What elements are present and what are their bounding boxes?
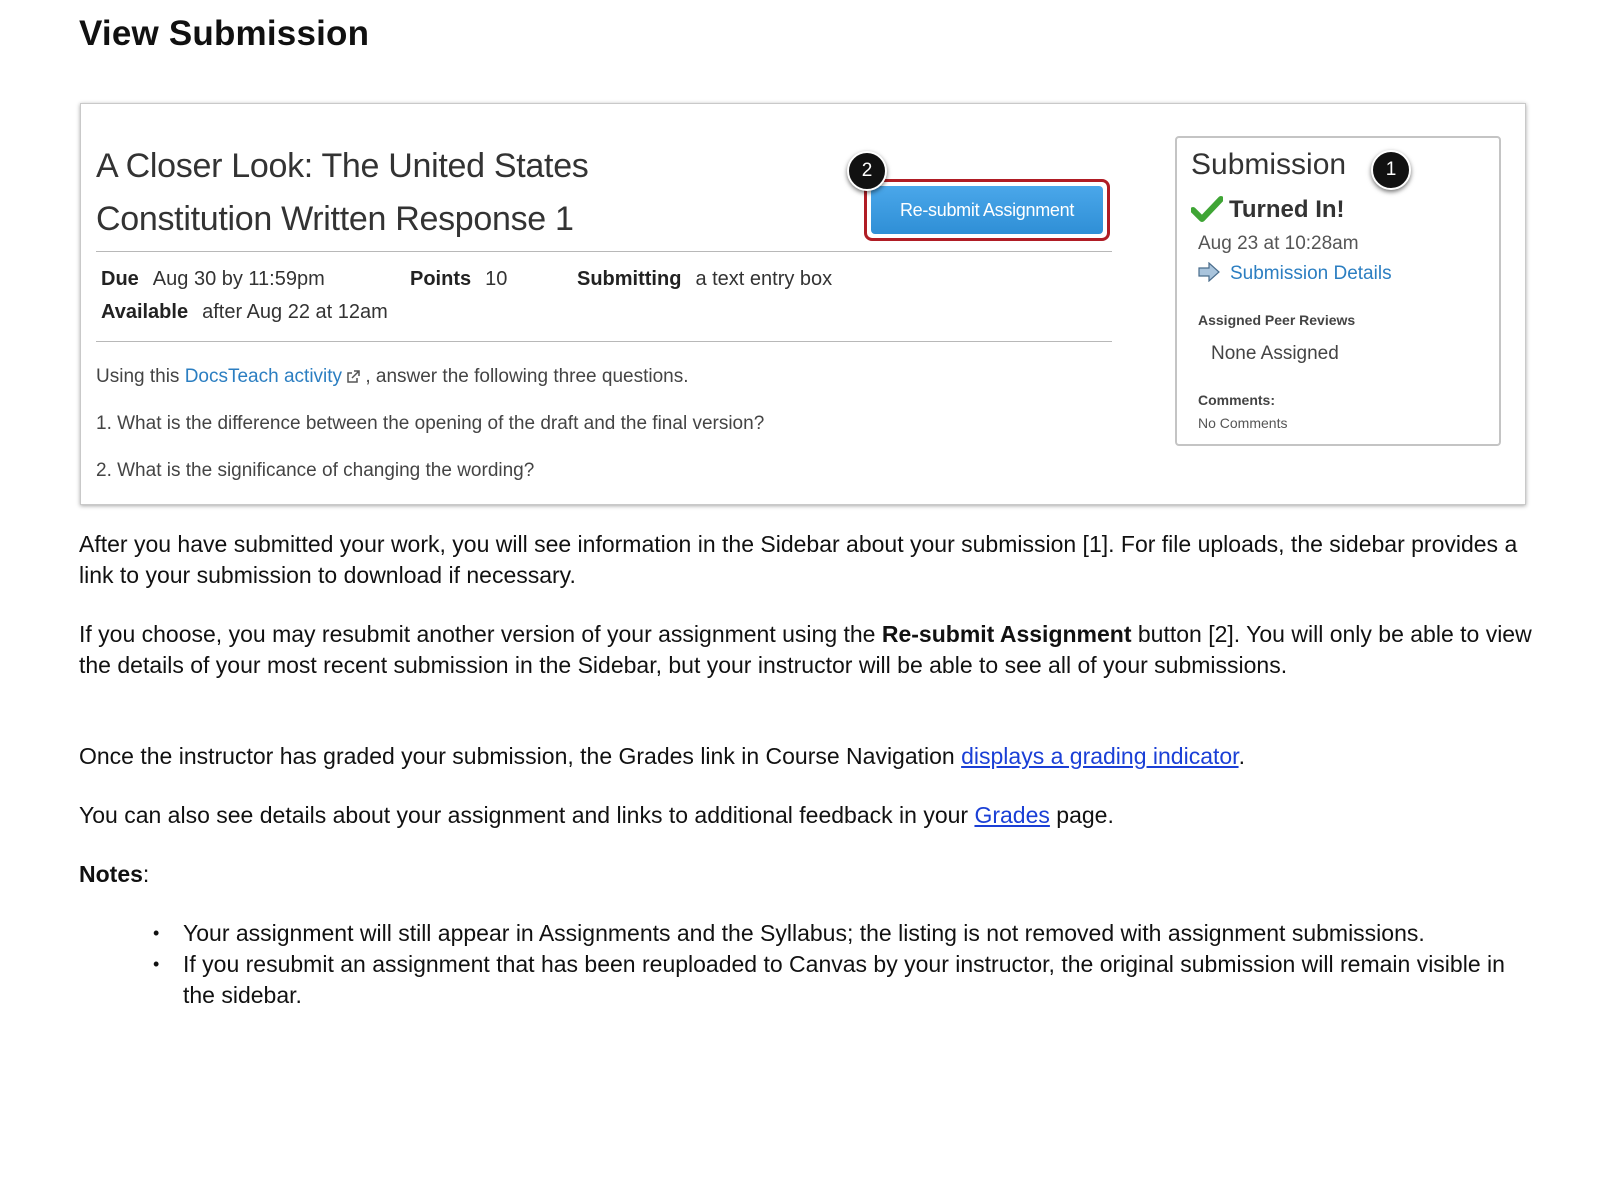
notes-colon: : — [142, 861, 150, 887]
description-prefix: Using this — [96, 366, 180, 387]
submission-details-link[interactable]: Submission Details — [1230, 263, 1392, 284]
available-value: after Aug 22 at 12am — [202, 301, 388, 323]
notes-label: Notes — [79, 861, 143, 887]
due-label: Due — [101, 268, 139, 290]
text: Once the instructor has graded your submission, the Grades link in Course Navigation — [79, 743, 962, 769]
submission-details-row — [1198, 262, 1392, 288]
text: You can also see details about your assignment and links to additional feedback in your — [79, 802, 975, 828]
text: button [2]. You will only be able to view the details of your most recent submission in the Sidebar, but your instructor will be able to see all of your submissions. — [79, 621, 1532, 678]
submitted-date: Aug 23 at 10:28am — [1198, 233, 1359, 254]
page-title: View Submission — [79, 14, 370, 53]
peer-reviews-value: None Assigned — [1211, 343, 1339, 364]
submission-sidebar — [1175, 136, 1501, 446]
points-label: Points — [410, 268, 472, 290]
availability — [101, 301, 388, 324]
submission-screenshot — [80, 103, 1526, 505]
question-1: 1. What is the difference between the opening of the draft and the final version? — [96, 413, 765, 434]
grades-link[interactable]: Grades — [974, 802, 1050, 828]
text: . — [1238, 743, 1245, 769]
paragraph-grades — [79, 800, 1539, 831]
question-2: 2. What is the significance of changing the wording? — [96, 460, 535, 481]
arrow-right-icon — [1198, 262, 1220, 288]
comments-value: No Comments — [1198, 415, 1288, 431]
list-item: • Your assignment will still appear in Assignments and the Syllabus; the listing is not removed with assignment submissions. — [183, 918, 1539, 949]
docsteach-link[interactable]: DocsTeach activity — [184, 366, 343, 387]
paragraph-resubmit — [79, 619, 1539, 681]
points-value: 10 — [485, 268, 508, 290]
checkmark-icon — [1191, 196, 1223, 229]
text: If you choose, you may resubmit another version of your assignment using the — [79, 621, 882, 647]
list-item: • If you resubmit an assignment that has been reuploaded to Canvas by your instructor, the original submission will remain visible in the sidebar. — [183, 949, 1539, 1011]
peer-reviews-heading: Assigned Peer Reviews — [1198, 312, 1356, 328]
resubmit-emphasis: Re-submit Assignment — [881, 621, 1132, 647]
divider — [96, 251, 1112, 252]
sidebar-title: Submission — [1191, 148, 1347, 181]
external-link-icon — [346, 368, 360, 390]
assignment-title-line-2: Constitution Written Response 1 — [96, 200, 574, 238]
turned-in-status — [1191, 196, 1345, 229]
resubmit-assignment-button[interactable]: Re-submit Assignment — [871, 186, 1103, 234]
text: page. — [1049, 802, 1114, 828]
status-text: Turned In! — [1229, 196, 1345, 223]
due-value: Aug 30 by 11:59pm — [152, 268, 325, 290]
points — [410, 268, 507, 291]
callout-marker-1: 1 — [1371, 150, 1411, 190]
assignment-title — [96, 140, 656, 246]
submission-type — [577, 268, 832, 291]
submitting-label: Submitting — [577, 268, 682, 290]
grading-indicator-link[interactable]: displays a grading indicator — [961, 743, 1239, 769]
paragraph-sidebar-info: After you have submitted your work, you will see information in the Sidebar about your submission [1]. For file uploads, the sidebar provides a link to your submission to download if necessary. — [79, 531, 1518, 588]
notes-list — [79, 918, 1539, 1011]
divider — [96, 341, 1112, 342]
description-suffix: , answer the following three questions. — [365, 366, 689, 387]
submitting-value: a text entry box — [695, 268, 833, 290]
due-date — [101, 268, 325, 291]
available-label: Available — [101, 301, 189, 323]
comments-heading: Comments: — [1198, 392, 1276, 408]
paragraph-grading — [79, 741, 1539, 772]
notes-heading — [79, 859, 1539, 890]
assignment-description — [96, 366, 689, 390]
callout-marker-2: 2 — [847, 151, 887, 191]
assignment-title-line-1: A Closer Look: The United States — [96, 147, 589, 185]
resubmit-highlight — [864, 179, 1110, 241]
